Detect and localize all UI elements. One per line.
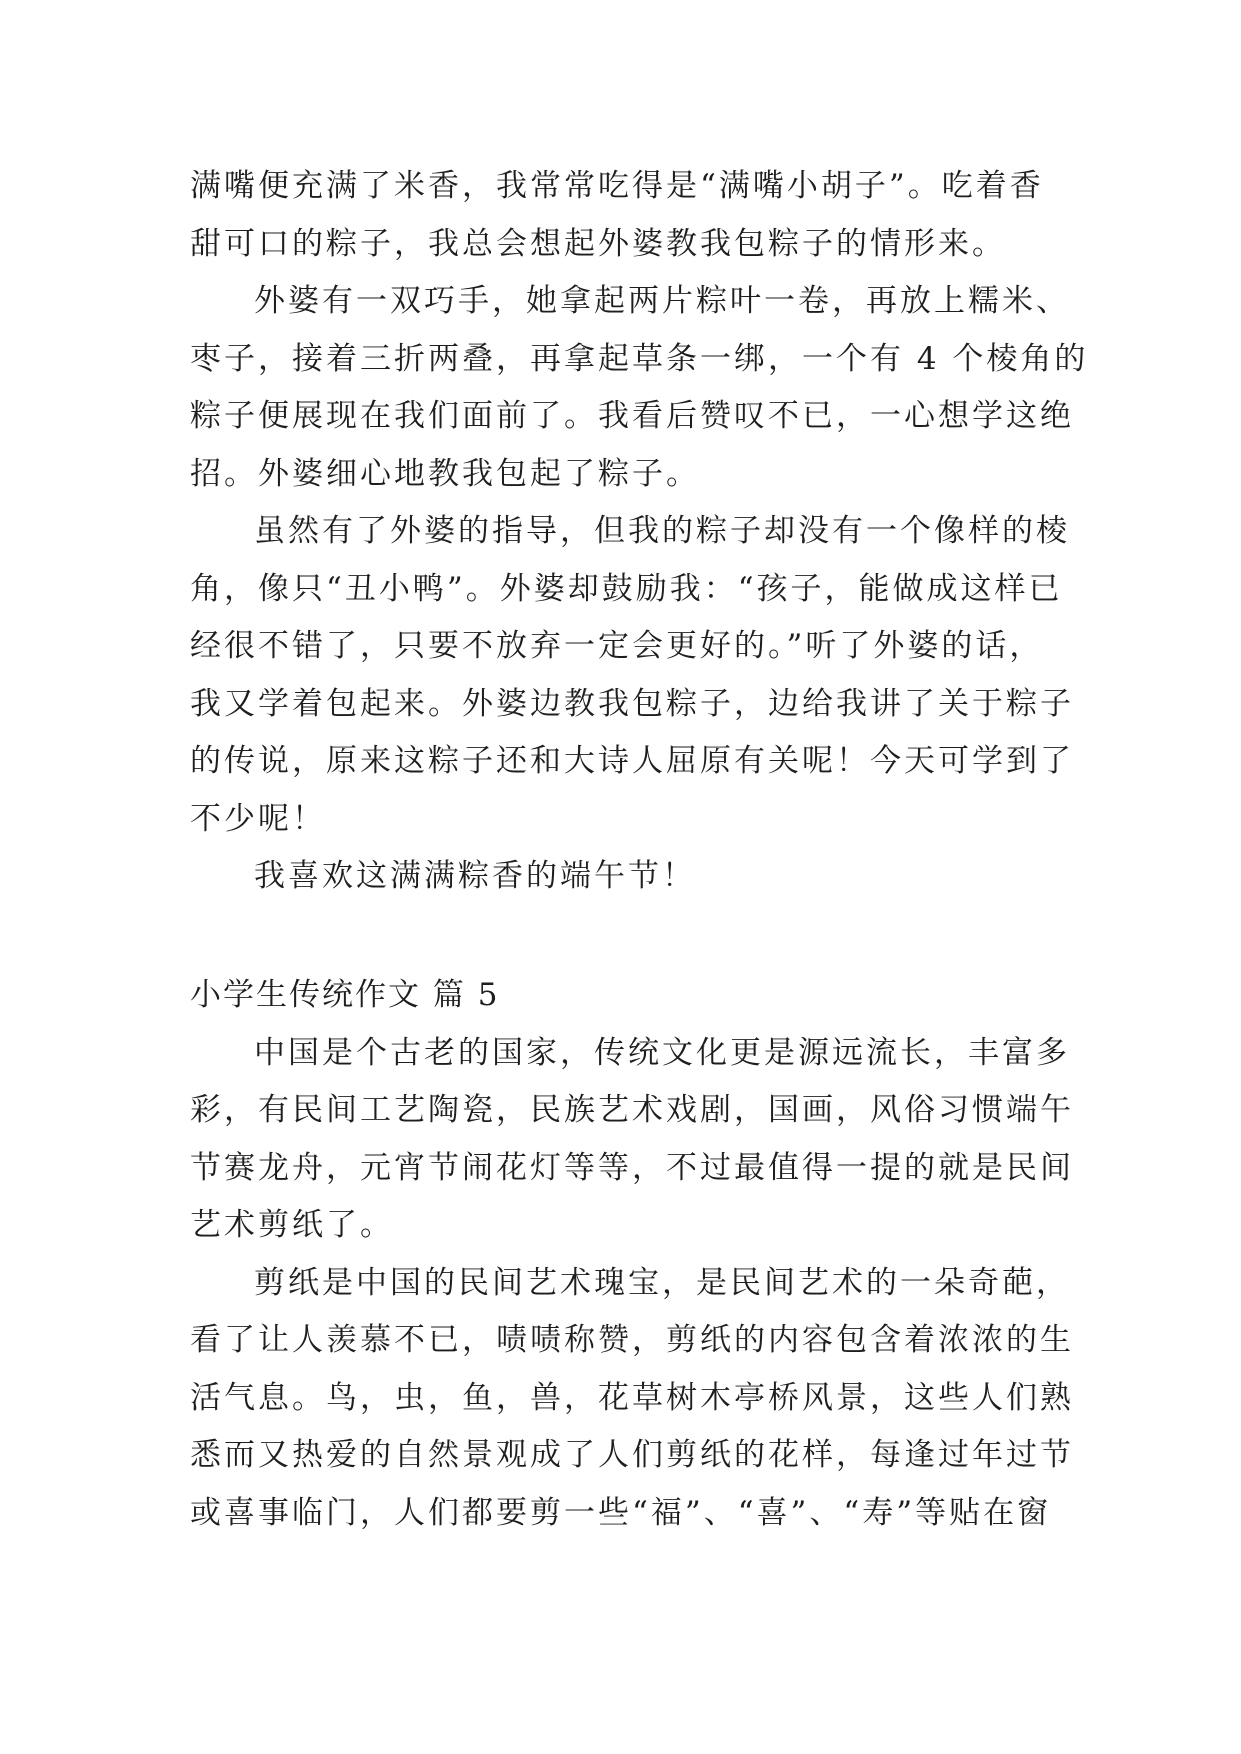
paragraph-start-line: 虽然有了外婆的指导，但我的粽子却没有一个像样的棱 [254, 513, 1070, 549]
text-line: 我又学着包起来。外婆边教我包粽子，边给我讲了关于粽子 [190, 686, 1074, 722]
text-line: 看了让人羡慕不已，啧啧称赞，剪纸的内容包含着浓浓的生 [190, 1322, 1074, 1358]
text-line: 角，像只“丑小鸭”。外婆却鼓励我：“孩子，能做成这样已 [190, 571, 1063, 607]
text-line: 艺术剪纸了。 [190, 1207, 394, 1243]
paragraph-start-line: 外婆有一双巧手，她拿起两片粽叶一卷，再放上糯米、 [254, 283, 1070, 319]
text-line: 不少呢！ [190, 801, 326, 837]
text-line: 甜可口的粽子，我总会想起外婆教我包粽子的情形来。 [190, 226, 1006, 262]
text-line: 节赛龙舟，元宵节闹花灯等等，不过最值得一提的就是民间 [190, 1150, 1074, 1186]
text-line: 粽子便展现在我们面前了。我看后赞叹不已，一心想学这绝 [190, 398, 1074, 434]
paragraph-start-line: 剪纸是中国的民间艺术瑰宝，是民间艺术的一朵奇葩， [254, 1265, 1070, 1301]
text-line: 活气息。鸟，虫，鱼，兽，花草树木亭桥风景，这些人们熟 [190, 1380, 1074, 1416]
text-line: 悉而又热爱的自然景观成了人们剪纸的花样，每逢过年过节 [190, 1437, 1074, 1473]
paragraph-start-line: 中国是个古老的国家，传统文化更是源远流长，丰富多 [254, 1035, 1070, 1071]
text-line: 枣子，接着三折两叠，再拿起草条一绑，一个有 4 个棱角的 [190, 341, 1089, 377]
text-line: 的传说，原来这粽子还和大诗人屈原有关呢！今天可学到了 [190, 743, 1074, 779]
paragraph-start-line: 我喜欢这满满粽香的端午节！ [254, 858, 696, 894]
text-line: 满嘴便充满了米香，我常常吃得是“满嘴小胡子”。吃着香 [190, 168, 1044, 204]
text-line: 经很不错了，只要不放弃一定会更好的。”听了外婆的话， [190, 628, 1044, 664]
text-line: 或喜事临门，人们都要剪一些“福”、“喜”、“寿”等贴在窗 [190, 1495, 1052, 1531]
text-line: 招。外婆细心地教我包起了粽子。 [190, 456, 700, 492]
section-heading: 小学生传统作文 篇 5 [190, 977, 500, 1013]
text-line: 彩，有民间工艺陶瓷，民族艺术戏剧，国画，风俗习惯端午 [190, 1092, 1074, 1128]
